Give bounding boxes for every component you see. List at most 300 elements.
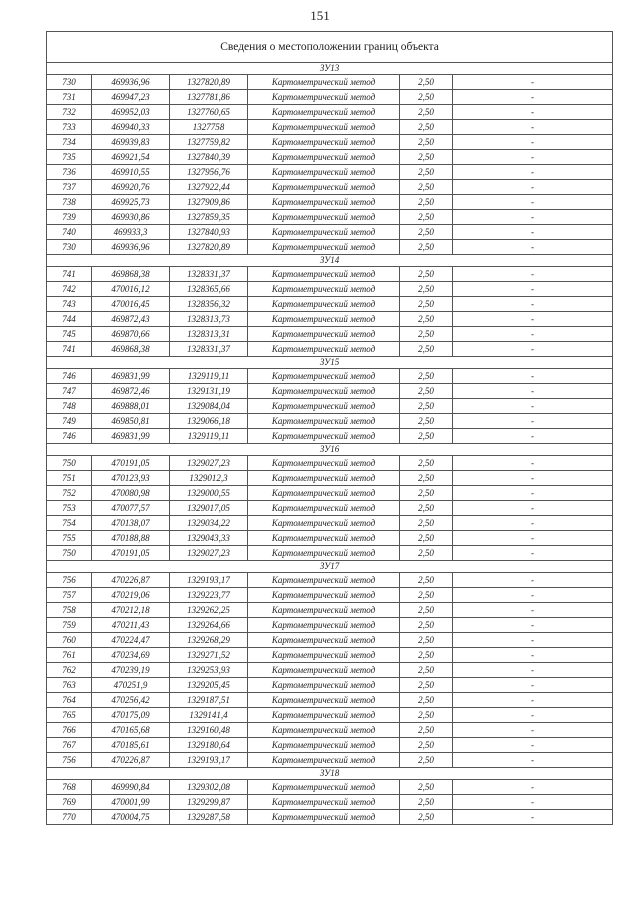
cell-method: Картометрический метод [248,738,400,753]
cell-note: - [453,135,613,150]
table-row [47,618,613,633]
cell-accuracy: 2,50 [400,195,453,210]
cell-point-number: 734 [47,135,92,150]
cell-coord-y: 1329034,22 [170,516,248,531]
table-row [47,105,613,120]
table-row [47,633,613,648]
cell-method: Картометрический метод [248,573,400,588]
cell-coord-y: 1327758 [170,120,248,135]
cell-note: - [453,516,613,531]
cell-coord-y: 1329017,05 [170,501,248,516]
cell-point-number: 752 [47,486,92,501]
table-row [47,120,613,135]
table-row [47,546,613,561]
section-header-row [47,255,613,267]
table-row [47,810,613,825]
table-row [47,723,613,738]
table-row [47,180,613,195]
cell-note: - [453,297,613,312]
cell-coord-y: 1329253,93 [170,663,248,678]
cell-point-number: 760 [47,633,92,648]
cell-method: Картометрический метод [248,486,400,501]
cell-point-number: 744 [47,312,92,327]
cell-coord-y: 1328313,73 [170,312,248,327]
cell-point-number: 730 [47,75,92,90]
cell-accuracy: 2,50 [400,531,453,546]
cell-coord-x: 469952,03 [92,105,170,120]
cell-coord-x: 470080,98 [92,486,170,501]
section-name: ЗУ17 [47,561,613,573]
cell-accuracy: 2,50 [400,240,453,255]
cell-coord-y: 1329084,04 [170,399,248,414]
cell-coord-x: 470239,19 [92,663,170,678]
cell-method: Картометрический метод [248,342,400,357]
cell-coord-y: 1329287,58 [170,810,248,825]
cell-note: - [453,180,613,195]
cell-coord-y: 1328331,37 [170,342,248,357]
cell-coord-x: 469939,83 [92,135,170,150]
cell-coord-x: 469947,23 [92,90,170,105]
cell-accuracy: 2,50 [400,414,453,429]
cell-note: - [453,633,613,648]
cell-note: - [453,282,613,297]
cell-coord-x: 469831,99 [92,429,170,444]
cell-accuracy: 2,50 [400,429,453,444]
cell-accuracy: 2,50 [400,384,453,399]
cell-point-number: 768 [47,780,92,795]
cell-coord-x: 469868,38 [92,267,170,282]
table-title: Сведения о местоположении границ объекта [47,32,613,63]
cell-method: Картометрический метод [248,384,400,399]
cell-accuracy: 2,50 [400,795,453,810]
cell-coord-y: 1327840,93 [170,225,248,240]
cell-method: Картометрический метод [248,327,400,342]
cell-coord-x: 469936,96 [92,75,170,90]
cell-coord-x: 470077,57 [92,501,170,516]
cell-accuracy: 2,50 [400,738,453,753]
cell-coord-x: 470251,9 [92,678,170,693]
cell-point-number: 736 [47,165,92,180]
cell-point-number: 732 [47,105,92,120]
cell-method: Картометрический метод [248,663,400,678]
cell-coord-y: 1329000,55 [170,486,248,501]
table-row [47,414,613,429]
cell-coord-x: 469910,55 [92,165,170,180]
cell-coord-x: 469870,66 [92,327,170,342]
cell-coord-y: 1328331,37 [170,267,248,282]
cell-point-number: 747 [47,384,92,399]
cell-method: Картометрический метод [248,180,400,195]
cell-point-number: 746 [47,429,92,444]
cell-note: - [453,414,613,429]
cell-accuracy: 2,50 [400,297,453,312]
cell-point-number: 756 [47,573,92,588]
cell-accuracy: 2,50 [400,342,453,357]
cell-point-number: 754 [47,516,92,531]
cell-method: Картометрический метод [248,369,400,384]
cell-note: - [453,810,613,825]
cell-coord-x: 470004,75 [92,810,170,825]
cell-note: - [453,90,613,105]
cell-method: Картометрический метод [248,150,400,165]
cell-accuracy: 2,50 [400,603,453,618]
cell-accuracy: 2,50 [400,369,453,384]
table-row [47,486,613,501]
cell-accuracy: 2,50 [400,75,453,90]
cell-method: Картометрический метод [248,105,400,120]
cell-point-number: 746 [47,369,92,384]
cell-coord-y: 1327922,44 [170,180,248,195]
table-row [47,588,613,603]
cell-accuracy: 2,50 [400,633,453,648]
cell-coord-x: 470211,43 [92,618,170,633]
cell-note: - [453,588,613,603]
cell-coord-y: 1329302,08 [170,780,248,795]
cell-coord-y: 1329187,51 [170,693,248,708]
table-row [47,327,613,342]
cell-coord-y: 1329043,33 [170,531,248,546]
cell-coord-x: 469872,46 [92,384,170,399]
cell-note: - [453,399,613,414]
table-row [47,795,613,810]
cell-point-number: 742 [47,282,92,297]
cell-note: - [453,165,613,180]
cell-method: Картометрический метод [248,531,400,546]
table-row [47,708,613,723]
cell-coord-x: 469868,38 [92,342,170,357]
cell-accuracy: 2,50 [400,753,453,768]
cell-coord-x: 470224,47 [92,633,170,648]
cell-coord-x: 469990,84 [92,780,170,795]
cell-coord-y: 1327760,65 [170,105,248,120]
table-row [47,90,613,105]
cell-coord-x: 469933,3 [92,225,170,240]
cell-accuracy: 2,50 [400,693,453,708]
cell-note: - [453,546,613,561]
cell-coord-y: 1329268,29 [170,633,248,648]
cell-coord-y: 1329271,52 [170,648,248,663]
table-row [47,135,613,150]
table-body [47,32,613,825]
cell-note: - [453,342,613,357]
table-row [47,342,613,357]
cell-point-number: 749 [47,414,92,429]
cell-point-number: 759 [47,618,92,633]
cell-coord-y: 1329027,23 [170,456,248,471]
cell-method: Картометрический метод [248,795,400,810]
cell-method: Картометрический метод [248,195,400,210]
table-row [47,297,613,312]
cell-note: - [453,486,613,501]
cell-point-number: 751 [47,471,92,486]
table-row [47,210,613,225]
cell-point-number: 740 [47,225,92,240]
cell-point-number: 762 [47,663,92,678]
cell-method: Картометрический метод [248,282,400,297]
cell-note: - [453,105,613,120]
table-title-row [47,32,613,63]
cell-note: - [453,384,613,399]
cell-accuracy: 2,50 [400,810,453,825]
table-row [47,240,613,255]
cell-coord-y: 1329223,77 [170,588,248,603]
cell-note: - [453,723,613,738]
cell-note: - [453,603,613,618]
cell-point-number: 733 [47,120,92,135]
cell-coord-x: 469888,01 [92,399,170,414]
cell-accuracy: 2,50 [400,471,453,486]
cell-note: - [453,708,613,723]
cell-accuracy: 2,50 [400,456,453,471]
cell-method: Картометрический метод [248,501,400,516]
cell-coord-x: 470185,61 [92,738,170,753]
cell-point-number: 761 [47,648,92,663]
cell-coord-y: 1329193,17 [170,573,248,588]
cell-accuracy: 2,50 [400,723,453,738]
cell-note: - [453,678,613,693]
cell-coord-x: 470212,18 [92,603,170,618]
cell-point-number: 769 [47,795,92,810]
cell-accuracy: 2,50 [400,573,453,588]
cell-method: Картометрический метод [248,120,400,135]
cell-note: - [453,780,613,795]
cell-coord-x: 470226,87 [92,753,170,768]
cell-method: Картометрический метод [248,240,400,255]
cell-point-number: 731 [47,90,92,105]
table-row [47,693,613,708]
table-row [47,501,613,516]
cell-coord-x: 469872,43 [92,312,170,327]
table-row [47,369,613,384]
table-row [47,150,613,165]
cell-accuracy: 2,50 [400,150,453,165]
cell-coord-y: 1329066,18 [170,414,248,429]
cell-note: - [453,225,613,240]
cell-method: Картометрический метод [248,267,400,282]
section-header-row [47,357,613,369]
cell-point-number: 758 [47,603,92,618]
table-row [47,663,613,678]
cell-note: - [453,456,613,471]
cell-point-number: 738 [47,195,92,210]
section-name: ЗУ13 [47,63,613,75]
cell-method: Картометрический метод [248,297,400,312]
cell-coord-y: 1327909,86 [170,195,248,210]
cell-point-number: 748 [47,399,92,414]
cell-method: Картометрический метод [248,165,400,180]
cell-accuracy: 2,50 [400,282,453,297]
cell-note: - [453,501,613,516]
cell-method: Картометрический метод [248,753,400,768]
cell-accuracy: 2,50 [400,165,453,180]
cell-accuracy: 2,50 [400,663,453,678]
cell-coord-x: 470123,93 [92,471,170,486]
cell-coord-x: 470226,87 [92,573,170,588]
cell-note: - [453,369,613,384]
cell-coord-x: 469940,33 [92,120,170,135]
cell-note: - [453,429,613,444]
cell-coord-y: 1329180,64 [170,738,248,753]
table-row [47,282,613,297]
cell-note: - [453,210,613,225]
cell-note: - [453,738,613,753]
cell-coord-y: 1329299,87 [170,795,248,810]
table-row [47,648,613,663]
cell-method: Картометрический метод [248,225,400,240]
cell-point-number: 735 [47,150,92,165]
cell-point-number: 739 [47,210,92,225]
cell-point-number: 757 [47,588,92,603]
cell-method: Картометрический метод [248,588,400,603]
cell-method: Картометрический метод [248,723,400,738]
cell-point-number: 741 [47,267,92,282]
cell-note: - [453,471,613,486]
cell-coord-y: 1329027,23 [170,546,248,561]
cell-coord-y: 1328356,32 [170,297,248,312]
cell-note: - [453,150,613,165]
table-row [47,165,613,180]
cell-method: Картометрический метод [248,471,400,486]
table-row [47,678,613,693]
cell-coord-x: 470016,12 [92,282,170,297]
cell-accuracy: 2,50 [400,618,453,633]
cell-note: - [453,795,613,810]
cell-coord-x: 470191,05 [92,546,170,561]
table-row [47,780,613,795]
cell-note: - [453,648,613,663]
cell-method: Картометрический метод [248,210,400,225]
section-header-row [47,768,613,780]
cell-note: - [453,75,613,90]
cell-accuracy: 2,50 [400,780,453,795]
cell-method: Картометрический метод [248,678,400,693]
cell-point-number: 756 [47,753,92,768]
cell-note: - [453,240,613,255]
cell-coord-x: 470175,09 [92,708,170,723]
cell-point-number: 750 [47,456,92,471]
boundary-coordinates-table [46,31,613,825]
table-row [47,399,613,414]
boundary-table-container [46,31,612,825]
table-row [47,225,613,240]
table-row [47,456,613,471]
cell-method: Картометрический метод [248,780,400,795]
cell-accuracy: 2,50 [400,312,453,327]
cell-coord-x: 469930,86 [92,210,170,225]
cell-accuracy: 2,50 [400,90,453,105]
table-row [47,312,613,327]
cell-coord-x: 469936,96 [92,240,170,255]
cell-accuracy: 2,50 [400,486,453,501]
cell-coord-y: 1329193,17 [170,753,248,768]
cell-method: Картометрический метод [248,75,400,90]
cell-note: - [453,195,613,210]
table-row [47,471,613,486]
section-header-row [47,63,613,75]
cell-accuracy: 2,50 [400,225,453,240]
cell-point-number: 765 [47,708,92,723]
table-row [47,531,613,546]
cell-note: - [453,267,613,282]
cell-note: - [453,531,613,546]
cell-coord-y: 1327840,39 [170,150,248,165]
table-row [47,753,613,768]
cell-coord-x: 470256,42 [92,693,170,708]
cell-method: Картометрический метод [248,618,400,633]
cell-point-number: 764 [47,693,92,708]
cell-method: Картометрический метод [248,414,400,429]
cell-coord-y: 1329205,45 [170,678,248,693]
cell-point-number: 755 [47,531,92,546]
cell-method: Картометрический метод [248,90,400,105]
cell-coord-y: 1329119,11 [170,429,248,444]
cell-coord-x: 469925,73 [92,195,170,210]
cell-method: Картометрический метод [248,312,400,327]
cell-accuracy: 2,50 [400,588,453,603]
cell-coord-y: 1329160,48 [170,723,248,738]
table-row [47,267,613,282]
cell-point-number: 763 [47,678,92,693]
cell-coord-x: 470219,06 [92,588,170,603]
cell-accuracy: 2,50 [400,180,453,195]
cell-coord-x: 470138,07 [92,516,170,531]
table-row [47,738,613,753]
cell-method: Картометрический метод [248,516,400,531]
cell-note: - [453,618,613,633]
cell-coord-x: 470165,68 [92,723,170,738]
cell-coord-y: 1329141,4 [170,708,248,723]
cell-coord-y: 1327820,89 [170,240,248,255]
cell-coord-x: 470001,99 [92,795,170,810]
cell-accuracy: 2,50 [400,399,453,414]
cell-point-number: 766 [47,723,92,738]
cell-coord-x: 470016,45 [92,297,170,312]
cell-note: - [453,693,613,708]
cell-coord-x: 470234,69 [92,648,170,663]
cell-method: Картометрический метод [248,546,400,561]
section-name: ЗУ15 [47,357,613,369]
cell-note: - [453,753,613,768]
cell-point-number: 745 [47,327,92,342]
cell-note: - [453,573,613,588]
cell-coord-x: 470191,05 [92,456,170,471]
cell-point-number: 770 [47,810,92,825]
section-header-row [47,561,613,573]
cell-coord-x: 469921,54 [92,150,170,165]
cell-method: Картометрический метод [248,648,400,663]
cell-coord-y: 1329012,3 [170,471,248,486]
cell-note: - [453,663,613,678]
cell-note: - [453,312,613,327]
cell-method: Картометрический метод [248,135,400,150]
cell-method: Картометрический метод [248,693,400,708]
section-name: ЗУ18 [47,768,613,780]
cell-coord-x: 469920,76 [92,180,170,195]
cell-accuracy: 2,50 [400,678,453,693]
cell-coord-y: 1328365,66 [170,282,248,297]
cell-method: Картометрический метод [248,633,400,648]
cell-accuracy: 2,50 [400,327,453,342]
cell-coord-y: 1329131,19 [170,384,248,399]
cell-note: - [453,120,613,135]
cell-method: Картометрический метод [248,708,400,723]
cell-method: Картометрический метод [248,429,400,444]
table-row [47,429,613,444]
cell-accuracy: 2,50 [400,501,453,516]
cell-coord-x: 469850,81 [92,414,170,429]
cell-point-number: 753 [47,501,92,516]
cell-point-number: 767 [47,738,92,753]
